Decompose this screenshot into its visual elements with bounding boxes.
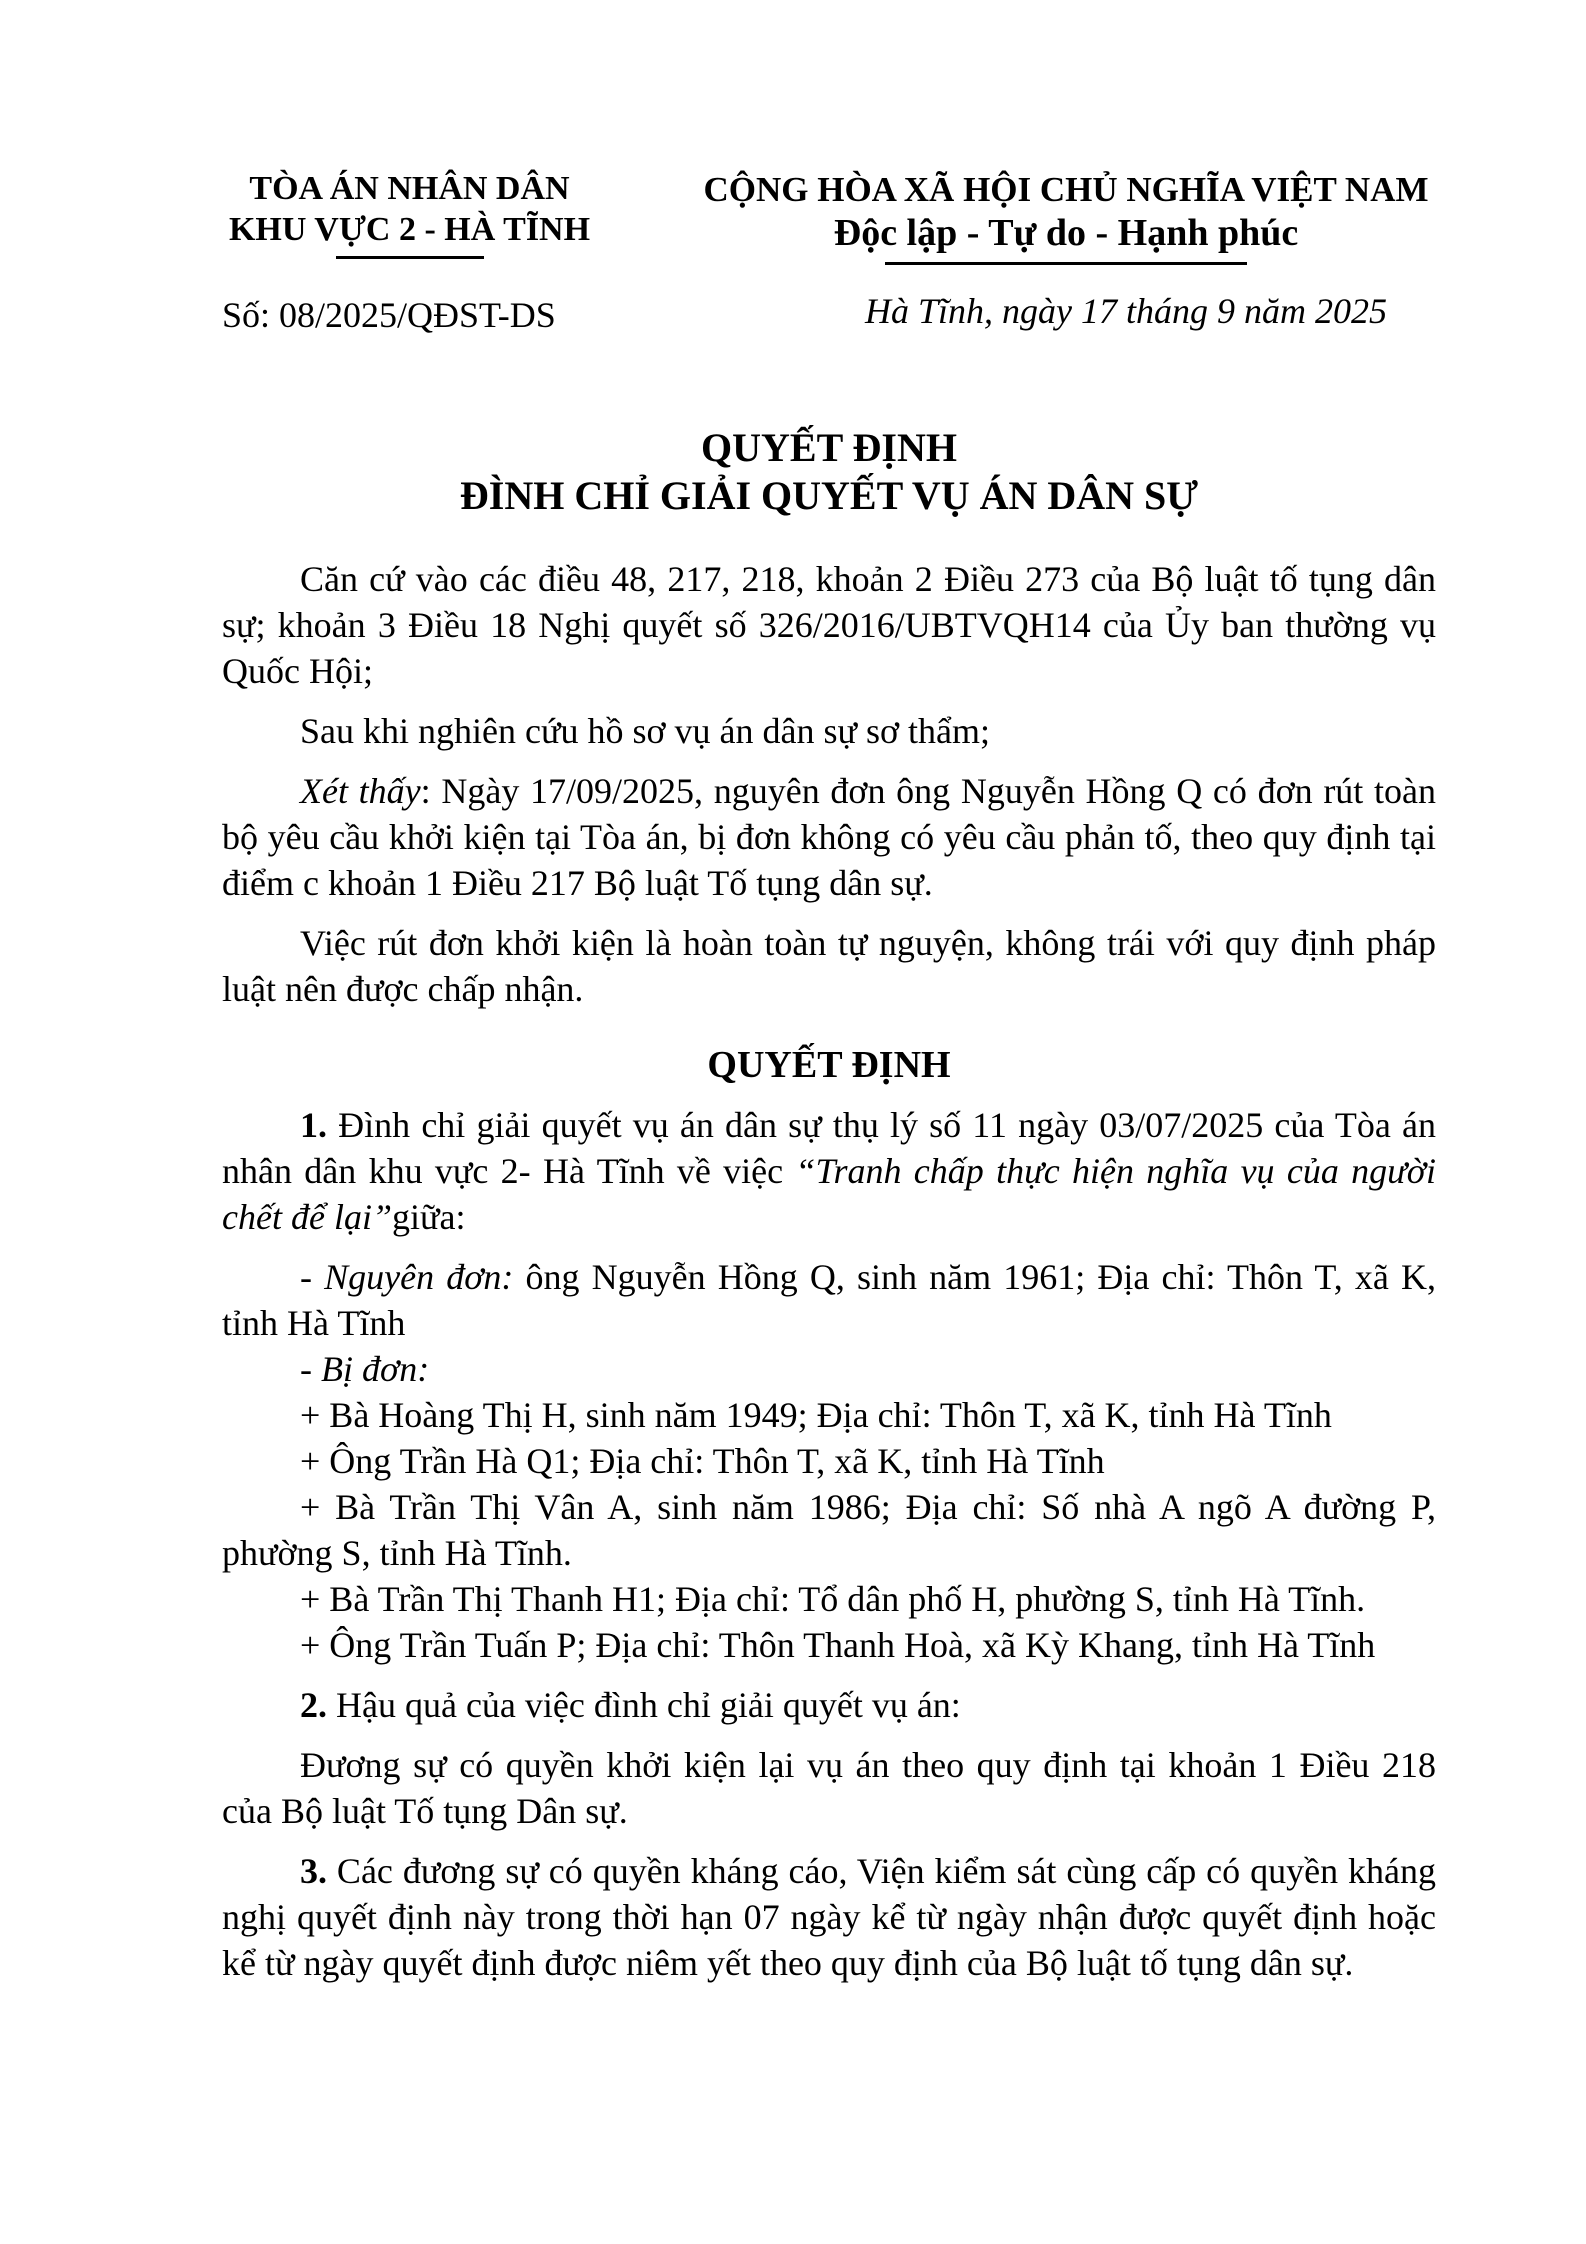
court-name-line1: TÒA ÁN NHÂN DÂN	[249, 170, 570, 207]
defendant-label-line: - Bị đơn:	[300, 1349, 430, 1389]
decision-item-1	[222, 1102, 1436, 1240]
decision-item-2	[222, 1682, 1436, 1728]
legal-basis-paragraph: Căn cứ vào các điều 48, 217, 218, khoản 2 Điều 273 của Bộ luật tố tụng dân sự; khoản 3 Điều 18 Nghị quyết số 326/2016/UBTVQH14 của Ủy ban thường vụ Quốc Hội;	[222, 559, 1436, 691]
findings-label: Xét thấy	[300, 771, 421, 811]
defendant-line: + Bà Trần Thị Vân A, sinh năm 1986; Địa chỉ: Số nhà A ngõ A đường P, phường S, tỉnh Hà Tĩnh.	[222, 1487, 1436, 1573]
decision-item-1-text: Đình chỉ giải quyết vụ án dân sự thụ lý số 11 ngày 03/07/2025 của Tòa án nhân dân khu vực 2- Hà Tĩnh về việc	[222, 1105, 1436, 1191]
decision-heading: QUYẾT ĐỊNH	[707, 1044, 951, 1086]
plaintiff-line	[222, 1254, 1436, 1346]
decision-item-1-suffix: giữa:	[391, 1197, 466, 1237]
document-title	[222, 424, 1436, 520]
document-body	[222, 556, 1436, 1986]
defendant-line: + Ông Trần Tuấn P; Địa chỉ: Thôn Thanh Hoà, xã Kỳ Khang, tỉnh Hà Tĩnh	[300, 1625, 1376, 1665]
header-right-divider	[885, 262, 1247, 265]
decision-item-2-text: Hậu quả của việc đình chỉ giải quyết vụ án:	[327, 1685, 961, 1725]
findings-paragraph	[222, 768, 1436, 906]
plaintiff-label: - Nguyên đơn:	[300, 1257, 514, 1297]
title-line1: QUYẾT ĐỊNH	[701, 425, 957, 470]
findings-text: : Ngày 17/09/2025, nguyên đơn ông Nguyễn Hồng Q có đơn rút toàn bộ yêu cầu khởi kiện tại Tòa án, bị đơn không có yêu cầu phản tố, theo quy định tại điểm c khoản 1 Điều 217 Bộ luật Tố tụng dân sự.	[222, 771, 1436, 903]
acceptance-paragraph: Việc rút đơn khởi kiện là hoàn toàn tự nguyện, không trái với quy định pháp luật nên được chấp nhận.	[222, 923, 1436, 1009]
document-header	[222, 168, 1436, 338]
plaintiff-text: ông Nguyễn Hồng Q, sinh năm 1961; Địa chỉ: Thôn T, xã K, tỉnh Hà Tĩnh	[222, 1257, 1436, 1343]
document-number: Số: 08/2025/QĐST-DS	[222, 295, 556, 335]
place-date-line: Hà Tĩnh, ngày 17 tháng 9 năm 2025	[865, 291, 1387, 331]
court-name-line2: KHU VỰC 2 - HÀ TĨNH	[228, 211, 591, 248]
consequence-paragraph: Đương sự có quyền khởi kiện lại vụ án theo quy định tại khoản 1 Điều 218 của Bộ luật Tố tụng Dân sự.	[222, 1745, 1436, 1831]
defendant-line: + Bà Trần Thị Thanh H1; Địa chỉ: Tổ dân phố H, phường S, tỉnh Hà Tĩnh.	[300, 1579, 1366, 1619]
defendant-line: + Ông Trần Hà Q1; Địa chỉ: Thôn T, xã K, tỉnh Hà Tĩnh	[300, 1441, 1105, 1481]
national-header-line: CỘNG HÒA XÃ HỘI CHỦ NGHĨA VIỆT NAM	[703, 170, 1429, 209]
issuing-authority-block	[222, 168, 597, 338]
decision-item-3	[222, 1848, 1436, 1986]
header-left-divider	[336, 256, 484, 259]
motto-line: Độc lập - Tự do - Hạnh phúc	[833, 212, 1299, 254]
decision-item-2-number: 2.	[300, 1685, 327, 1725]
decision-item-1-number: 1.	[300, 1105, 327, 1145]
review-paragraph: Sau khi nghiên cứu hồ sơ vụ án dân sự sơ thẩm;	[300, 711, 991, 751]
decision-item-3-text: Các đương sự có quyền kháng cáo, Viện kiểm sát cùng cấp có quyền kháng nghị quyết định này trong thời hạn 07 ngày kể từ ngày nhận được quyết định hoặc kể từ ngày quyết định được niêm yết theo quy định của Bộ luật tố tụng dân sự.	[222, 1851, 1436, 1983]
case-name: “Tranh chấp thực hiện nghĩa vụ của người chết để lại”	[222, 1151, 1436, 1237]
defendant-line: + Bà Hoàng Thị H, sinh năm 1949; Địa chỉ: Thôn T, xã K, tỉnh Hà Tĩnh	[300, 1395, 1332, 1435]
national-motto-block	[696, 168, 1436, 334]
decision-item-3-number: 3.	[300, 1851, 327, 1891]
title-line2: ĐÌNH CHỈ GIẢI QUYẾT VỤ ÁN DÂN SỰ	[459, 473, 1199, 518]
